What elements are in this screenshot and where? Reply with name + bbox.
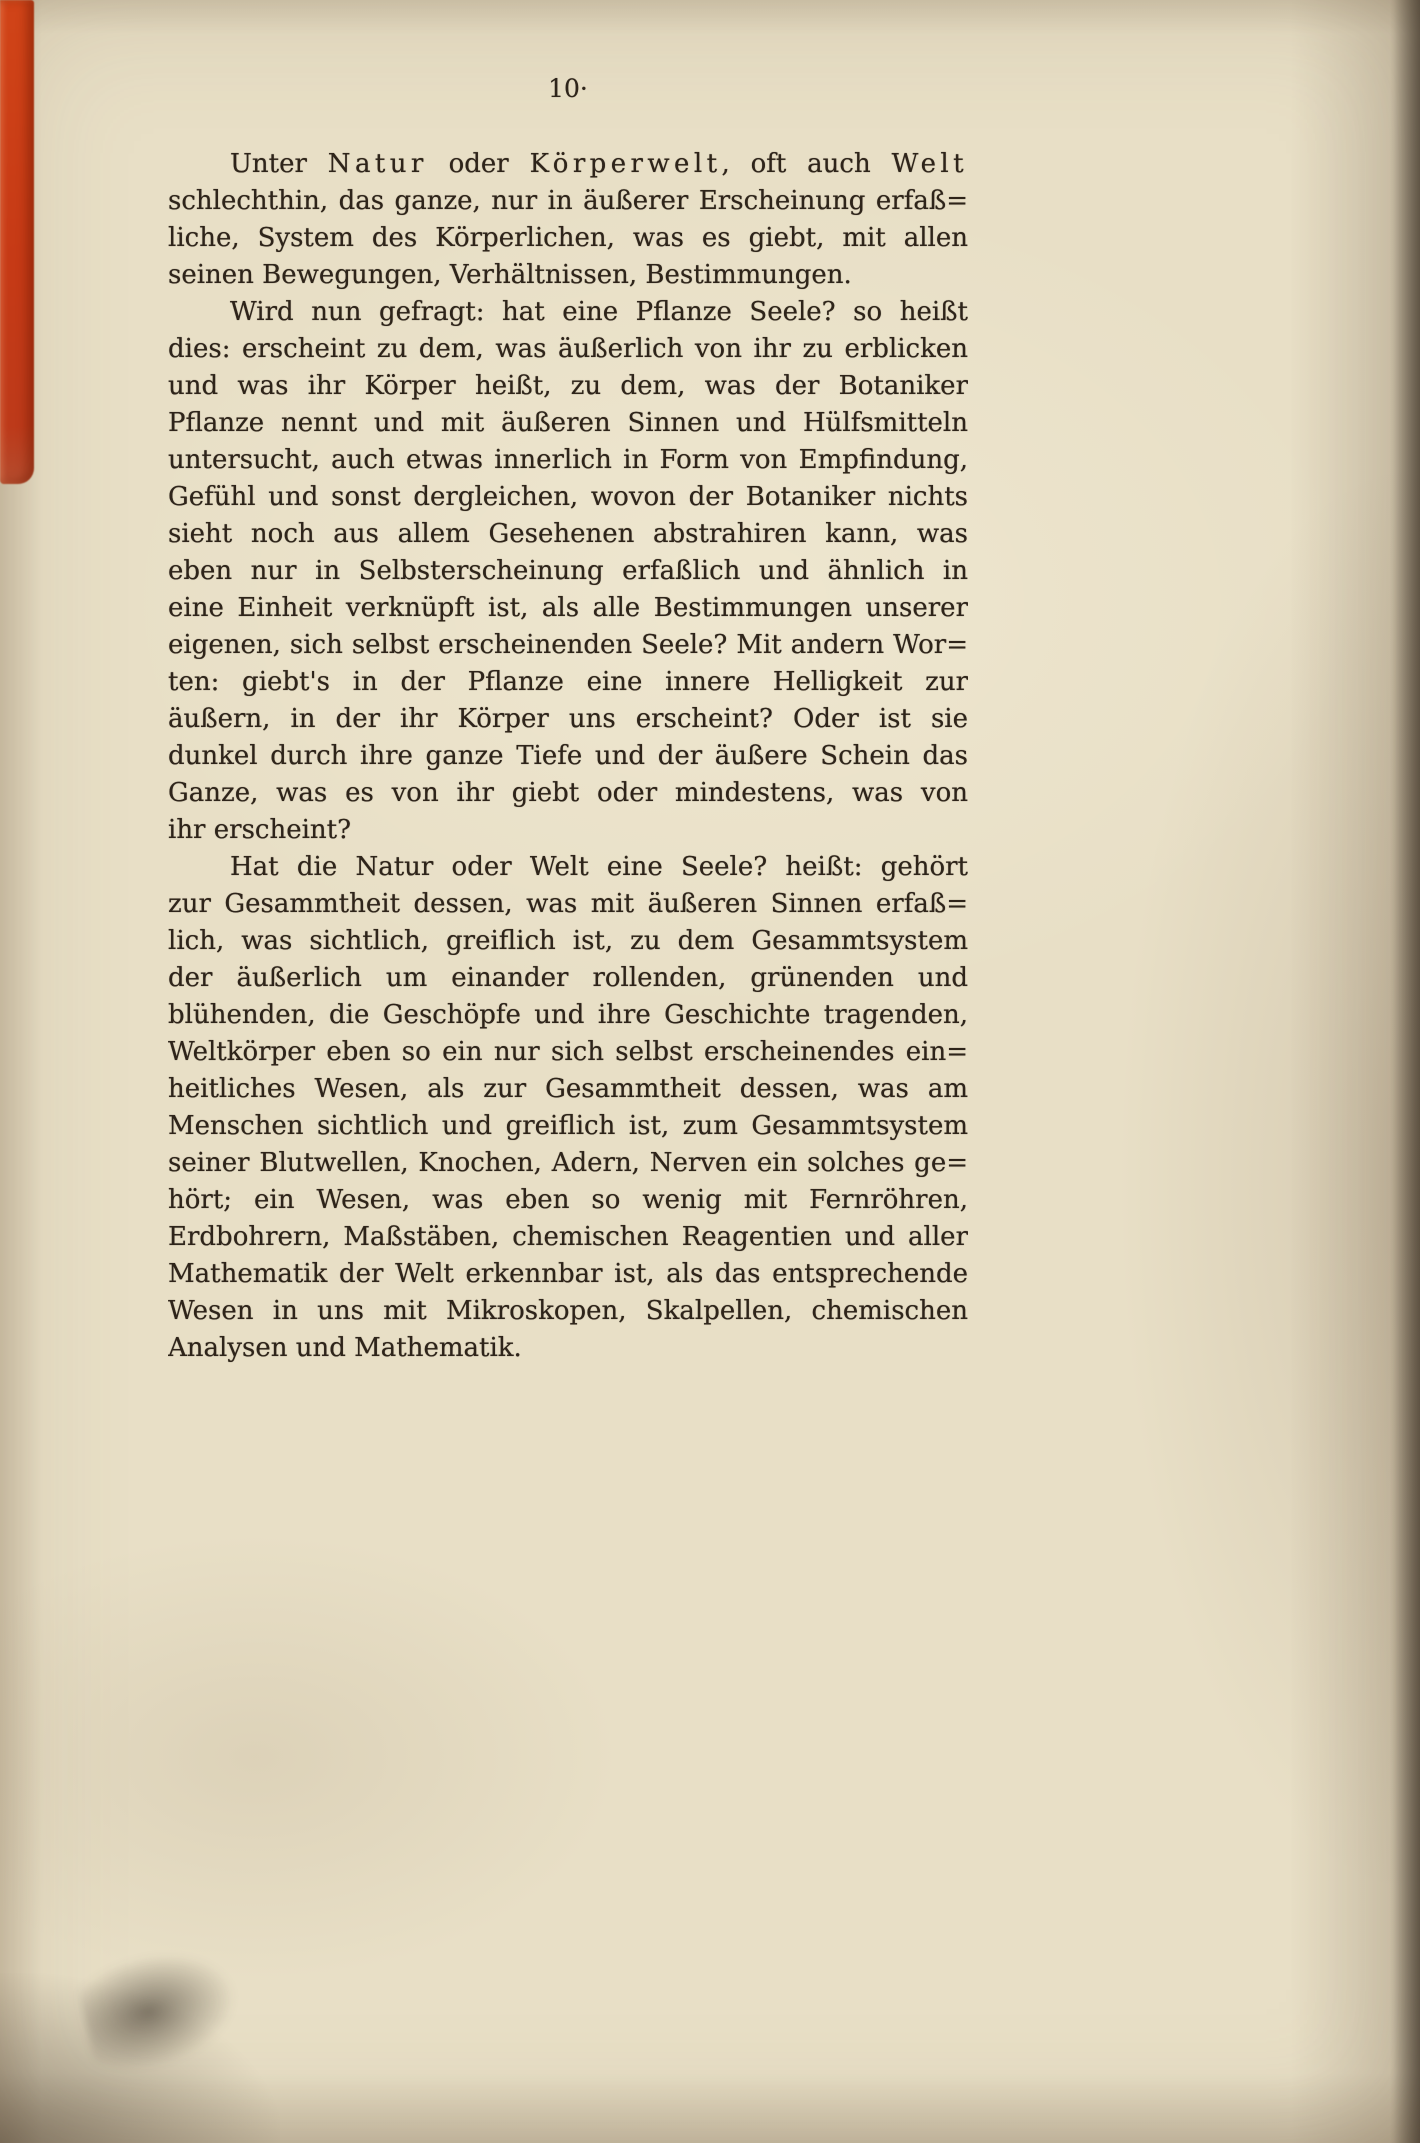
letterspaced-word: Körperwelt	[529, 149, 722, 179]
text-block	[168, 146, 968, 1367]
text-line: seiner Blutwellen, Knochen, Adern, Nerven ein solches ge=	[168, 1148, 968, 1178]
text-line: Unter Natur oder Körperwelt, oft auch Welt	[230, 149, 968, 179]
text-line: ihr erscheint?	[168, 815, 352, 845]
text-line: seinen Bewegungen, Verhältnissen, Bestimmungen.	[168, 260, 852, 290]
text-line: liche, System des Körperlichen, was es giebt, mit allen	[168, 223, 968, 253]
text-line: dunkel durch ihre ganze Tiefe und der äußere Schein das	[168, 741, 968, 771]
text-line: Hat die Natur oder Welt eine Seele? heißt: gehört	[230, 852, 968, 882]
text-line: heitliches Wesen, als zur Gesammtheit dessen, was am	[168, 1074, 968, 1104]
text-line: Wesen in uns mit Mikroskopen, Skalpellen, chemischen	[168, 1296, 968, 1326]
text-line: lich, was sichtlich, greiflich ist, zu dem Gesammtsystem	[168, 926, 968, 956]
text-line: Analysen und Mathematik.	[168, 1333, 522, 1363]
text-line: Wird nun gefragt: hat eine Pflanze Seele? so heißt	[230, 297, 968, 327]
text-line: ten: giebt's in der Pflanze eine innere Helligkeit zur	[168, 667, 968, 697]
text-line: sieht noch aus allem Gesehenen abstrahiren kann, was	[168, 519, 968, 549]
text-line: Erdbohrern, Maßstäben, chemischen Reagentien und aller	[168, 1222, 968, 1252]
text-line: Gefühl und sonst dergleichen, wovon der Botaniker nichts	[168, 482, 968, 512]
text-line: und was ihr Körper heißt, zu dem, was der Botaniker	[168, 371, 968, 401]
text-line: der äußerlich um einander rollenden, grünenden und	[168, 963, 968, 993]
page-curve-shadow	[1390, 0, 1420, 2143]
text-line: Weltkörper eben so ein nur sich selbst erscheinendes ein=	[168, 1037, 968, 1067]
red-book-edge-ribbon	[0, 0, 34, 484]
text-line: dies: erscheint zu dem, was äußerlich von ihr zu erblicken	[168, 334, 968, 364]
text-line: äußern, in der ihr Körper uns erscheint? Oder ist sie	[168, 704, 968, 734]
text-line: hört; ein Wesen, was eben so wenig mit Fernröhren,	[168, 1185, 968, 1215]
text-line: untersucht, auch etwas innerlich in Form von Empfindung,	[168, 445, 968, 475]
text-line: Mathematik der Welt erkennbar ist, als das entsprechende	[168, 1259, 968, 1289]
letterspaced-word: Natur	[327, 149, 428, 179]
text-line: eben nur in Selbsterscheinung erfaßlich und ähnlich in	[168, 556, 968, 586]
paragraph-1	[168, 146, 968, 294]
text-line: Ganze, was es von ihr giebt oder mindestens, was von	[168, 778, 968, 808]
text-line: Pflanze nennt und mit äußeren Sinnen und Hülfsmitteln	[168, 408, 968, 438]
paragraph-2	[168, 294, 968, 849]
letterspaced-word: Welt	[891, 149, 968, 179]
text-line: zur Gesammtheit dessen, was mit äußeren Sinnen erfaß=	[168, 889, 968, 919]
paragraph-3	[168, 849, 968, 1367]
text-line: eigenen, sich selbst erscheinenden Seele? Mit andern Wor=	[168, 630, 968, 660]
page-number: 10·	[548, 74, 588, 103]
text-line: blühenden, die Geschöpfe und ihre Geschichte tragenden,	[168, 1000, 968, 1030]
text-line: Menschen sichtlich und greiflich ist, zum Gesammtsystem	[168, 1111, 968, 1141]
text-line: eine Einheit verknüpft ist, als alle Bestimmungen unserer	[168, 593, 968, 623]
text-line: schlechthin, das ganze, nur in äußerer Erscheinung erfaß=	[168, 186, 968, 216]
